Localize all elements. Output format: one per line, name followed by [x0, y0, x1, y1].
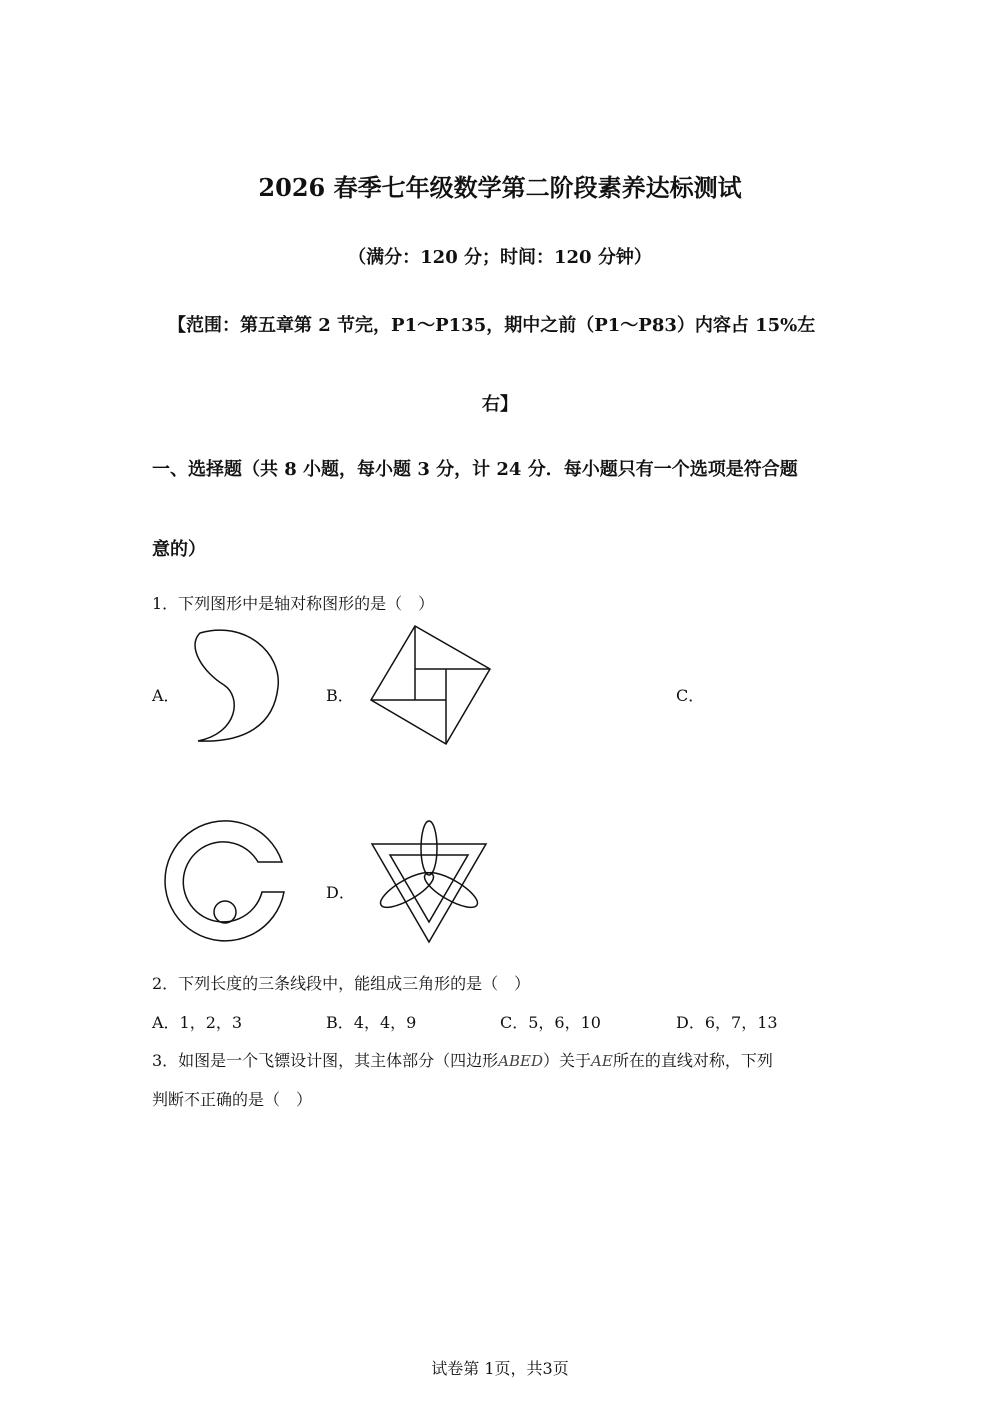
q2-option-d: D．6，7，13 [676, 1013, 778, 1032]
question-3-text-part3: 所在的直线对称，下列 [612, 1051, 773, 1070]
ring-with-circle-shape [162, 820, 290, 948]
q2-option-c: C．5，6，10 [500, 1013, 601, 1032]
exam-range-line1: 【范围：第五章第 2 节完，P1～P135，期中之前（P1～P83）内容占 15%左 [168, 315, 816, 336]
q1-option-a-label: A． [152, 686, 180, 705]
q1-option-c-label: C． [676, 686, 705, 705]
page-title: 2026 春季七年级数学第二阶段素养达标测试 [258, 173, 742, 202]
math-ae: AE [591, 1052, 613, 1070]
question-3-text-part1: 3．如图是一个飞镖设计图，其主体部分（四边形 [152, 1051, 499, 1070]
q2-option-b: B．4，4，9 [326, 1013, 417, 1032]
question-3-text [152, 1048, 773, 1071]
section-heading-line1: 一、选择题（共 8 小题，每小题 3 分，计 24 分．每小题只有一个选项是符合题 [152, 459, 798, 480]
q1-option-d-label: D． [326, 883, 355, 902]
question-3-text-line2: 判断不正确的是（ ） [152, 1090, 313, 1109]
exam-range-line2: 右】 [482, 394, 518, 415]
page-footer: 试卷第 1页，共3页 [431, 1359, 569, 1378]
q2-option-a: A．1，2，3 [152, 1013, 243, 1032]
question-3-text-part2: ）关于 [543, 1051, 592, 1070]
question-1-text: 1．下列图形中是轴对称图形的是（ ） [152, 594, 435, 613]
section-heading-line2: 意的） [152, 539, 206, 560]
square-pinwheel-shape [368, 624, 493, 746]
q1-option-b-label: B． [326, 686, 354, 705]
math-abed: ABED [498, 1052, 544, 1070]
yin-yang-half-shape [190, 625, 285, 750]
triangle-with-petals-shape [368, 820, 490, 945]
question-2-text: 2．下列长度的三条线段中，能组成三角形的是（ ） [152, 974, 531, 993]
exam-info: （满分：120 分；时间：120 分钟） [348, 247, 652, 268]
